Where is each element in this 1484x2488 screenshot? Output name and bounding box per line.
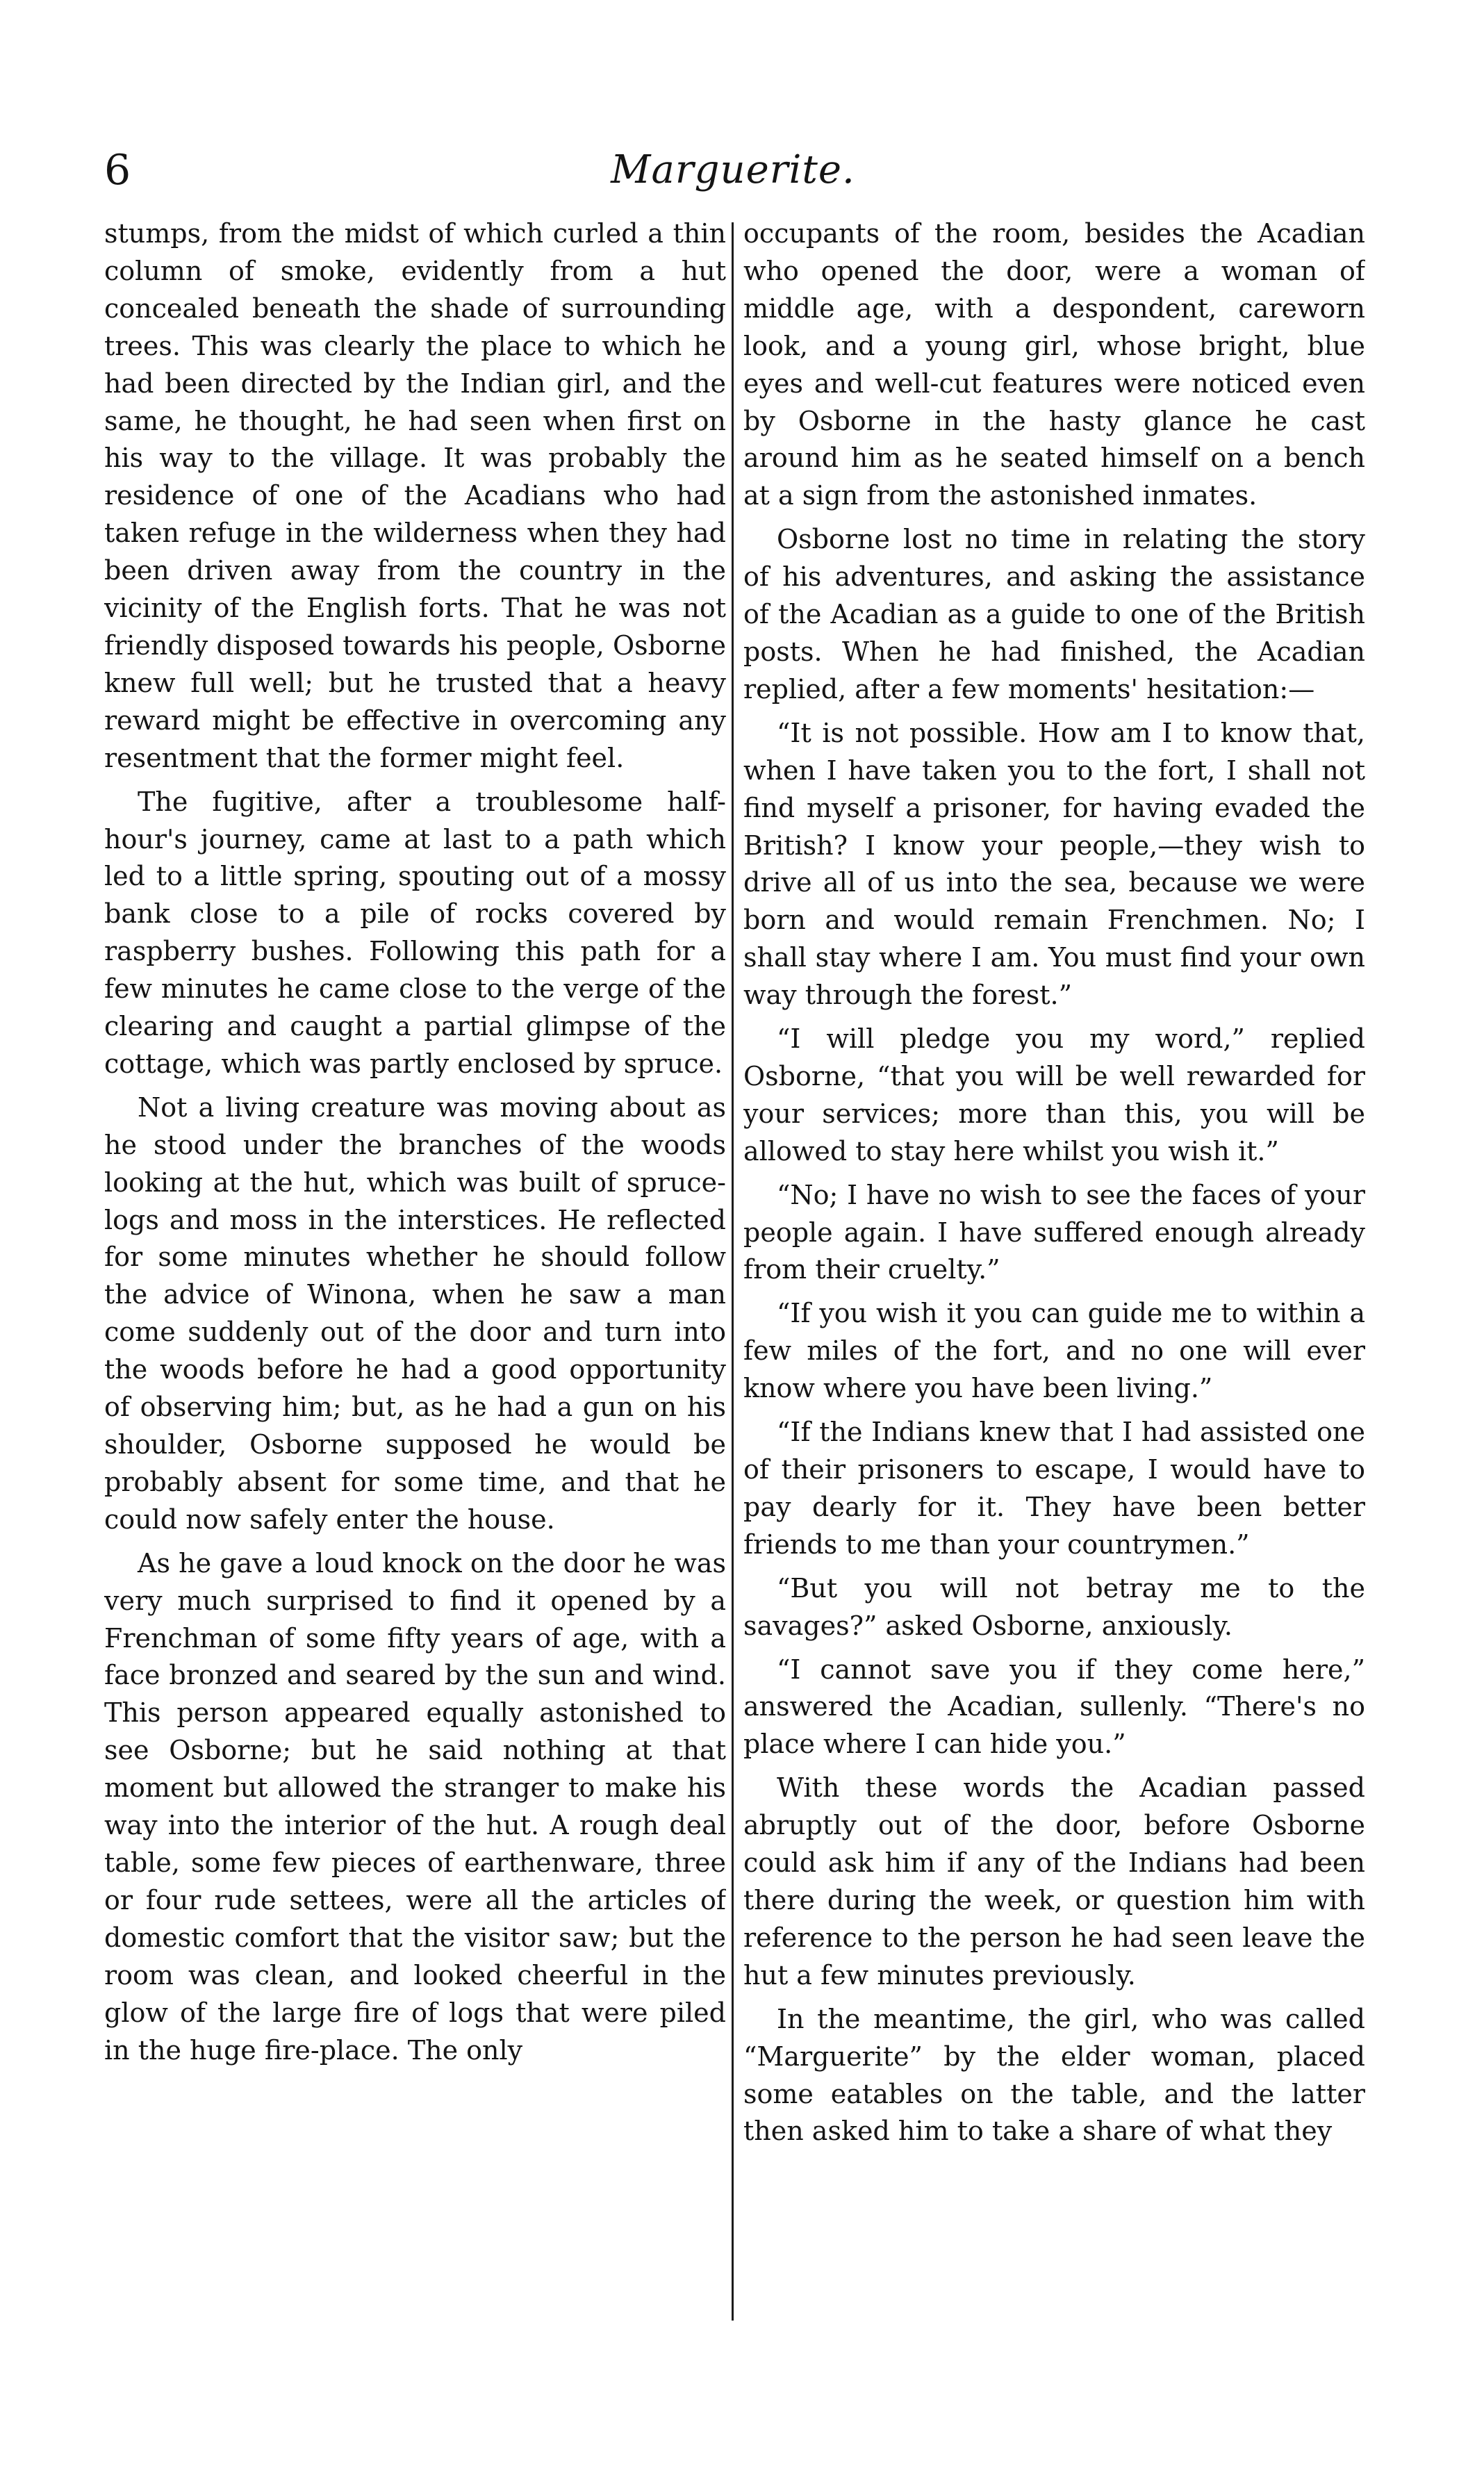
paragraph: In the meantime, the girl, who was called “Marguerite” by the elder woman, placed some eatables on the table, and the latter then asked him to take a share of what they [743,2003,1365,2147]
paragraph: “But you will not betray me to the savages?” asked Osborne, anxiously. [743,1572,1365,1641]
paragraph: As he gave a loud knock on the door he was very much surprised to find it opened by a Frenchman of some fifty years of age, with a face bronzed and seared by the sun and wind. This person appeared equally astonished to see Osborne; but he said nothing at that moment but allowed the stranger to make his way into the interior of the hut. A rough deal table, some few pieces of earthenware, three or four rude settees, were all the articles of domestic comfort that the visitor saw; but the room was clean, and looked cheerful in the glow of the large fire of logs that were piled in the huge fire-place. The only [104,1547,726,2066]
paragraph: “If you wish it you can guide me to within a few miles of the fort, and no one will ever know where you have been living.” [743,1298,1365,1404]
paragraph: “I cannot save you if they come here,” answered the Acadian, sullenly. “There's no place where I can hide you.” [743,1654,1365,1760]
paragraph: “If the Indians knew that I had assisted one of their prisoners to escape, I would have to pay dearly for it. They have been better friends to me than your countrymen.” [743,1417,1365,1560]
right-column [743,215,1365,2334]
running-title: Marguerite. [611,147,855,192]
paragraph: With these words the Acadian passed abruptly out of the door, before Osborne could ask him if any of the Indians had been there during the week, or question him with reference to the person he had seen leave the hut a few minutes previously. [743,1772,1365,1991]
paragraph: “I will pledge you my word,” replied Osborne, “that you will be well rewarded for your services; more than this, you will be allowed to stay here whilst you wish it.” [743,1023,1365,1167]
page-number: 6 [104,146,131,195]
paragraph: occupants of the room, besides the Acadian who opened the door, were a woman of middle age, with a despondent, careworn look, and a young girl, whose bright, blue eyes and well-cut features were noticed even by Osborne in the hasty glance he cast around him as he seated himself on a bench at a sign from the astonished inmates. [743,218,1365,511]
left-column [104,215,726,2334]
paragraph: “No; I have no wish to see the faces of your people again. I have suffered enough already from their cruelty.” [743,1179,1365,1285]
paragraph: Not a living creature was moving about as he stood under the branches of the woods looking at the hut, which was built of spruce-logs and moss in the interstices. He reflected for some minutes whether he should follow the advice of Winona, when he saw a man come suddenly out of the door and turn into the woods before he had a good opportunity of observing him; but, as he had a gun on his shoulder, Osborne supposed he would be probably absent for some time, and that he could now safely enter the house. [104,1091,726,1535]
paragraph: “It is not possible. How am I to know that, when I have taken you to the fort, I shall not find myself a prisoner, for having evaded the British? I know your people,—they wish to drive all of us into the sea, because we were born and would remain Frenchmen. No; I shall stay where I am. You must find your own way through the forest.” [743,717,1365,1011]
paragraph: Osborne lost no time in relating the story of his adventures, and asking the assistance of the Acadian as a guide to one of the British posts. When he had finished, the Acadian replied, after a few moments' hesitation:— [743,524,1365,705]
column-divider [732,222,734,2321]
page-header [104,139,1362,201]
paragraph: stumps, from the midst of which curled a thin column of smoke, evidently from a hut concealed beneath the shade of surrounding trees. This was clearly the place to which he had been directed by the Indian girl, and the same, he thought, he had seen when first on his way to the village. It was probably the residence of one of the Acadians who had taken refuge in the wilderness when they had been driven away from the country in the vicinity of the English forts. That he was not friendly disposed towards his people, Osborne knew full well; but he trusted that a heavy reward might be effective in overcoming any resentment that the former might feel. [104,218,726,773]
paragraph: The fugitive, after a troublesome half-hour's journey, came at last to a path which led to a little spring, spouting out of a mossy bank close to a pile of rocks covered by raspberry bushes. Following this path for a few minutes he came close to the verge of the clearing and caught a partial glimpse of the cottage, which was partly enclosed by spruce. [104,786,726,1079]
